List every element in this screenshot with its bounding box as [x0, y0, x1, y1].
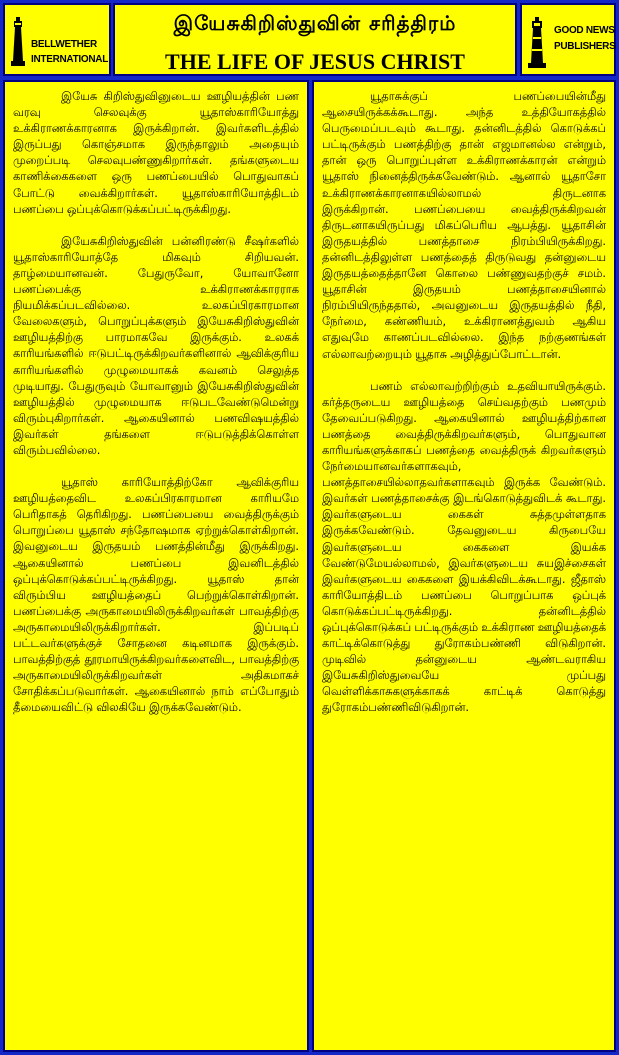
title-banner — [113, 3, 517, 76]
article-column-right — [312, 80, 616, 1052]
bellwether-logo-text: BELLWETHER INTERNATIONAL — [31, 39, 109, 65]
article-column-left — [3, 80, 309, 1052]
good-news-logo — [520, 3, 616, 76]
good-news-logo-text: GOOD NEWS PUBLISHERS — [554, 25, 616, 52]
paragraph: இயேசு கிறிஸ்துவினுடைய ஊழியத்தின் பண வரவு செலவுக்கு யூதாஸ்காரியோத்து உக்கிராணக்காரனாக இருக்கிறான். இவர்களிடத்தில் இருப்பது கொஞ்சமாக இருந்தாலும் அதையும் முறைப்படி செலவுபண்ணுகிறார்கள். தங்களுடைய காணிக்கைகளை ஒரு பணப்பையில் பொதுவாகப் போட்டு வைக்கிறார்கள். யூதாஸ்காரியோத்திடம் பணப்பை ஒப்புக்கொடுக்கப்பட்டிருக்கிறது. — [13, 89, 299, 216]
bellwether-logo — [3, 3, 111, 76]
paragraph: யூதாசுக்குப் பணப்பையின்மீது ஆசையிருக்கக்கூடாது. அந்த உத்தியோகத்தில் பெருமைப்படவும் கூடாது. தன்னிடத்தில் கொடுக்கப் பட்டிருக்கும் பணத்திற்கு தான் எஜமானல்ல என்றும், தான் ஒரு பொறுப்புள்ள உக்கிராணக்காரன் என்றும் யூதாஸ் நினைத்திருக்கவேண்டும். ஆனால் யூதாசோ உக்கிராணக்காரனாகயில்லாமல் திருடனாக இருக்கிறான். பணப்பையை வைத்திருக்கிறவன் திருடனாகயிருப்பது மிகப்பெரிய ஆபத்து. யூதாசின் இருதயத்தில் பணத்தாசை நிரம்பியிருக்கிறது. தன்னிடத்திலுள்ள பணத்தைத் திருடுவது தன்னுடைய இருதயத்தைத்தானே கொலை பண்ணுவதற்குச் சமம். யூதாசின் இருதயம் பணத்தாசையினால் நிரம்பியிருந்ததால், அவனுடைய இருதயத்தில் நீதி, நேர்மை, கண்ணியம், உக்கிராணத்துவம் ஆகிய எதுவுமே காணப்படவில்லை. இந்த நற்குணங்கள் எல்லாவற்றையும் யூதாசு அழித்துப்போட்டான். — [322, 89, 606, 361]
paragraph: பணம் எல்லாவற்றிற்கும் உதவியாயிருக்கும். கர்த்தருடைய ஊழியத்தை செய்வதற்கும் பணமும் தேவைப்படுகிறது. ஆகையினால் ஊழியத்திற்கான பணத்தை வைத்திருக்கிறவர்களும், பொதுவான காரியங்களுக்காகப் பணத்தை வைத்திருக் கிறவர்களும் நேர்மையானவர்களாகவும், பணத்தாசையில்லாதவர்களாகவும் இருக்க வேண்டும். இவர்கள் பணத்தாசைக்கு இடங்கொடுத்துவிடக் கூடாது. இவர்களுடைய கைகள் சுத்தமுள்ளதாக இருக்கவேண்டும். தேவனுடைய கிருபையே இவர்களுடைய கைகளை இயக்க வேண்டுமேயல்லாமல், இவர்களுடைய சுயஇச்சைகள் இவர்களுடைய கைகளை இயக்கிவிடக்கூடாது. ஜீதாஸ் காரியோத்திடம் பணப்பை பொறுப்பாக ஒப்புக் கொடுக்கப்பட்டிருக்கிறது. தன்னிடத்தில் ஒப்புக்கொடுக்கப் பட்டிருக்கும் உக்கிராண ஊழியத்தைக் காட்டிக்கொடுத்து துரோகம்பண்ணி விடுகிறான். முடிவில் தன்னுடைய ஆண்டவராகிய இயேசுகிறிஸ்துவையே முப்பது வெள்ளிக்காசுகளுக்காகக் காட்டிக் கொடுத்து துரோகம்பண்ணிவிடுகிறான். — [322, 378, 606, 715]
page-title-tamil: இயேசுகிறிஸ்துவின் சரித்திரம் — [173, 11, 457, 35]
paragraph: யூதாஸ் காரியோத்திற்கோ ஆவிக்குரிய ஊழியத்தைவிட உலகப்பிரகாரமான காரியமே பெரிதாகத் தெரிகிறது. பணப்பையை வைத்திருக்கும் பொறுப்பை யூதாஸ் சந்தோஷமாக ஏற்றுக்கொள்கிறான். இவனுடைய இருதயம் பணத்தின்மீது இருக்கிறது. ஆகையினால் பணப்பை இவனிடத்தில் ஒப்புக்கொடுக்கப்பட்டிருக்கிறது. யூதாஸ் தான் விரும்பிய ஊழியத்தைப் பெற்றுக்கொள்கிறான். பணப்பைக்கு அருகாமையிலிருக்கிறவர்கள் பாவத்திற்கு அருகாமையிலிருக்கிறார்கள். இப்படிப் பட்டவர்களுக்குச் சோதனை கடினமாக இருக்கும். பாவத்திற்குத் தூரமாயிருக்கிறவர்களைவிட, பாவத்திற்கு அருகாமையிலிருக்கிறவர்கள் அதிகமாகச் சோதிக்கப்படுவார்கள். ஆகையினால் நாம் எப்போதும் தீமையைவிட்டு விலகியே இருக்கவேண்டும். — [13, 475, 299, 715]
lighthouse-icon — [11, 17, 25, 67]
lighthouse-icon — [528, 17, 546, 69]
page-title-english: THE LIFE OF JESUS CHRIST — [165, 49, 465, 74]
paragraph: இயேசுகிறிஸ்துவின் பன்னிரண்டு சீஷர்களில் யூதாஸ்காரியோத்தே மிகவும் சிறியவன். தாழ்மையானவன். பேதுருவோ, யோவானோ பணப்பைக்கு உக்கிராணக்காரராக நியமிக்கப்படவில்லை. உலகப்பிரகாரமான வேலைகளும், பொறுப்புக்களும் இயேசுகிறிஸ்துவின் ஊழியத்திற்கு பாரமாகவே இருக்கும். உலகக் காரியங்களில் ஈடுபட்டிருக்கிறவர்களினால் ஆவிக்குரிய காரியங்களில் முழுமையாகக் கவனம் செலுத்த முடியாது. பேதுருவும் யோவானும் இயேசுகிறிஸ்துவின் ஊழியத்தில் முழுமையாக ஈடுபடவேண்டுமென்று விரும்புகிறார்கள். ஆகையினால் பணவிஷயத்தில் இவர்கள் தங்களை ஈடுபடுத்திக்கொள்ள விரும்பவில்லை. — [13, 233, 299, 457]
